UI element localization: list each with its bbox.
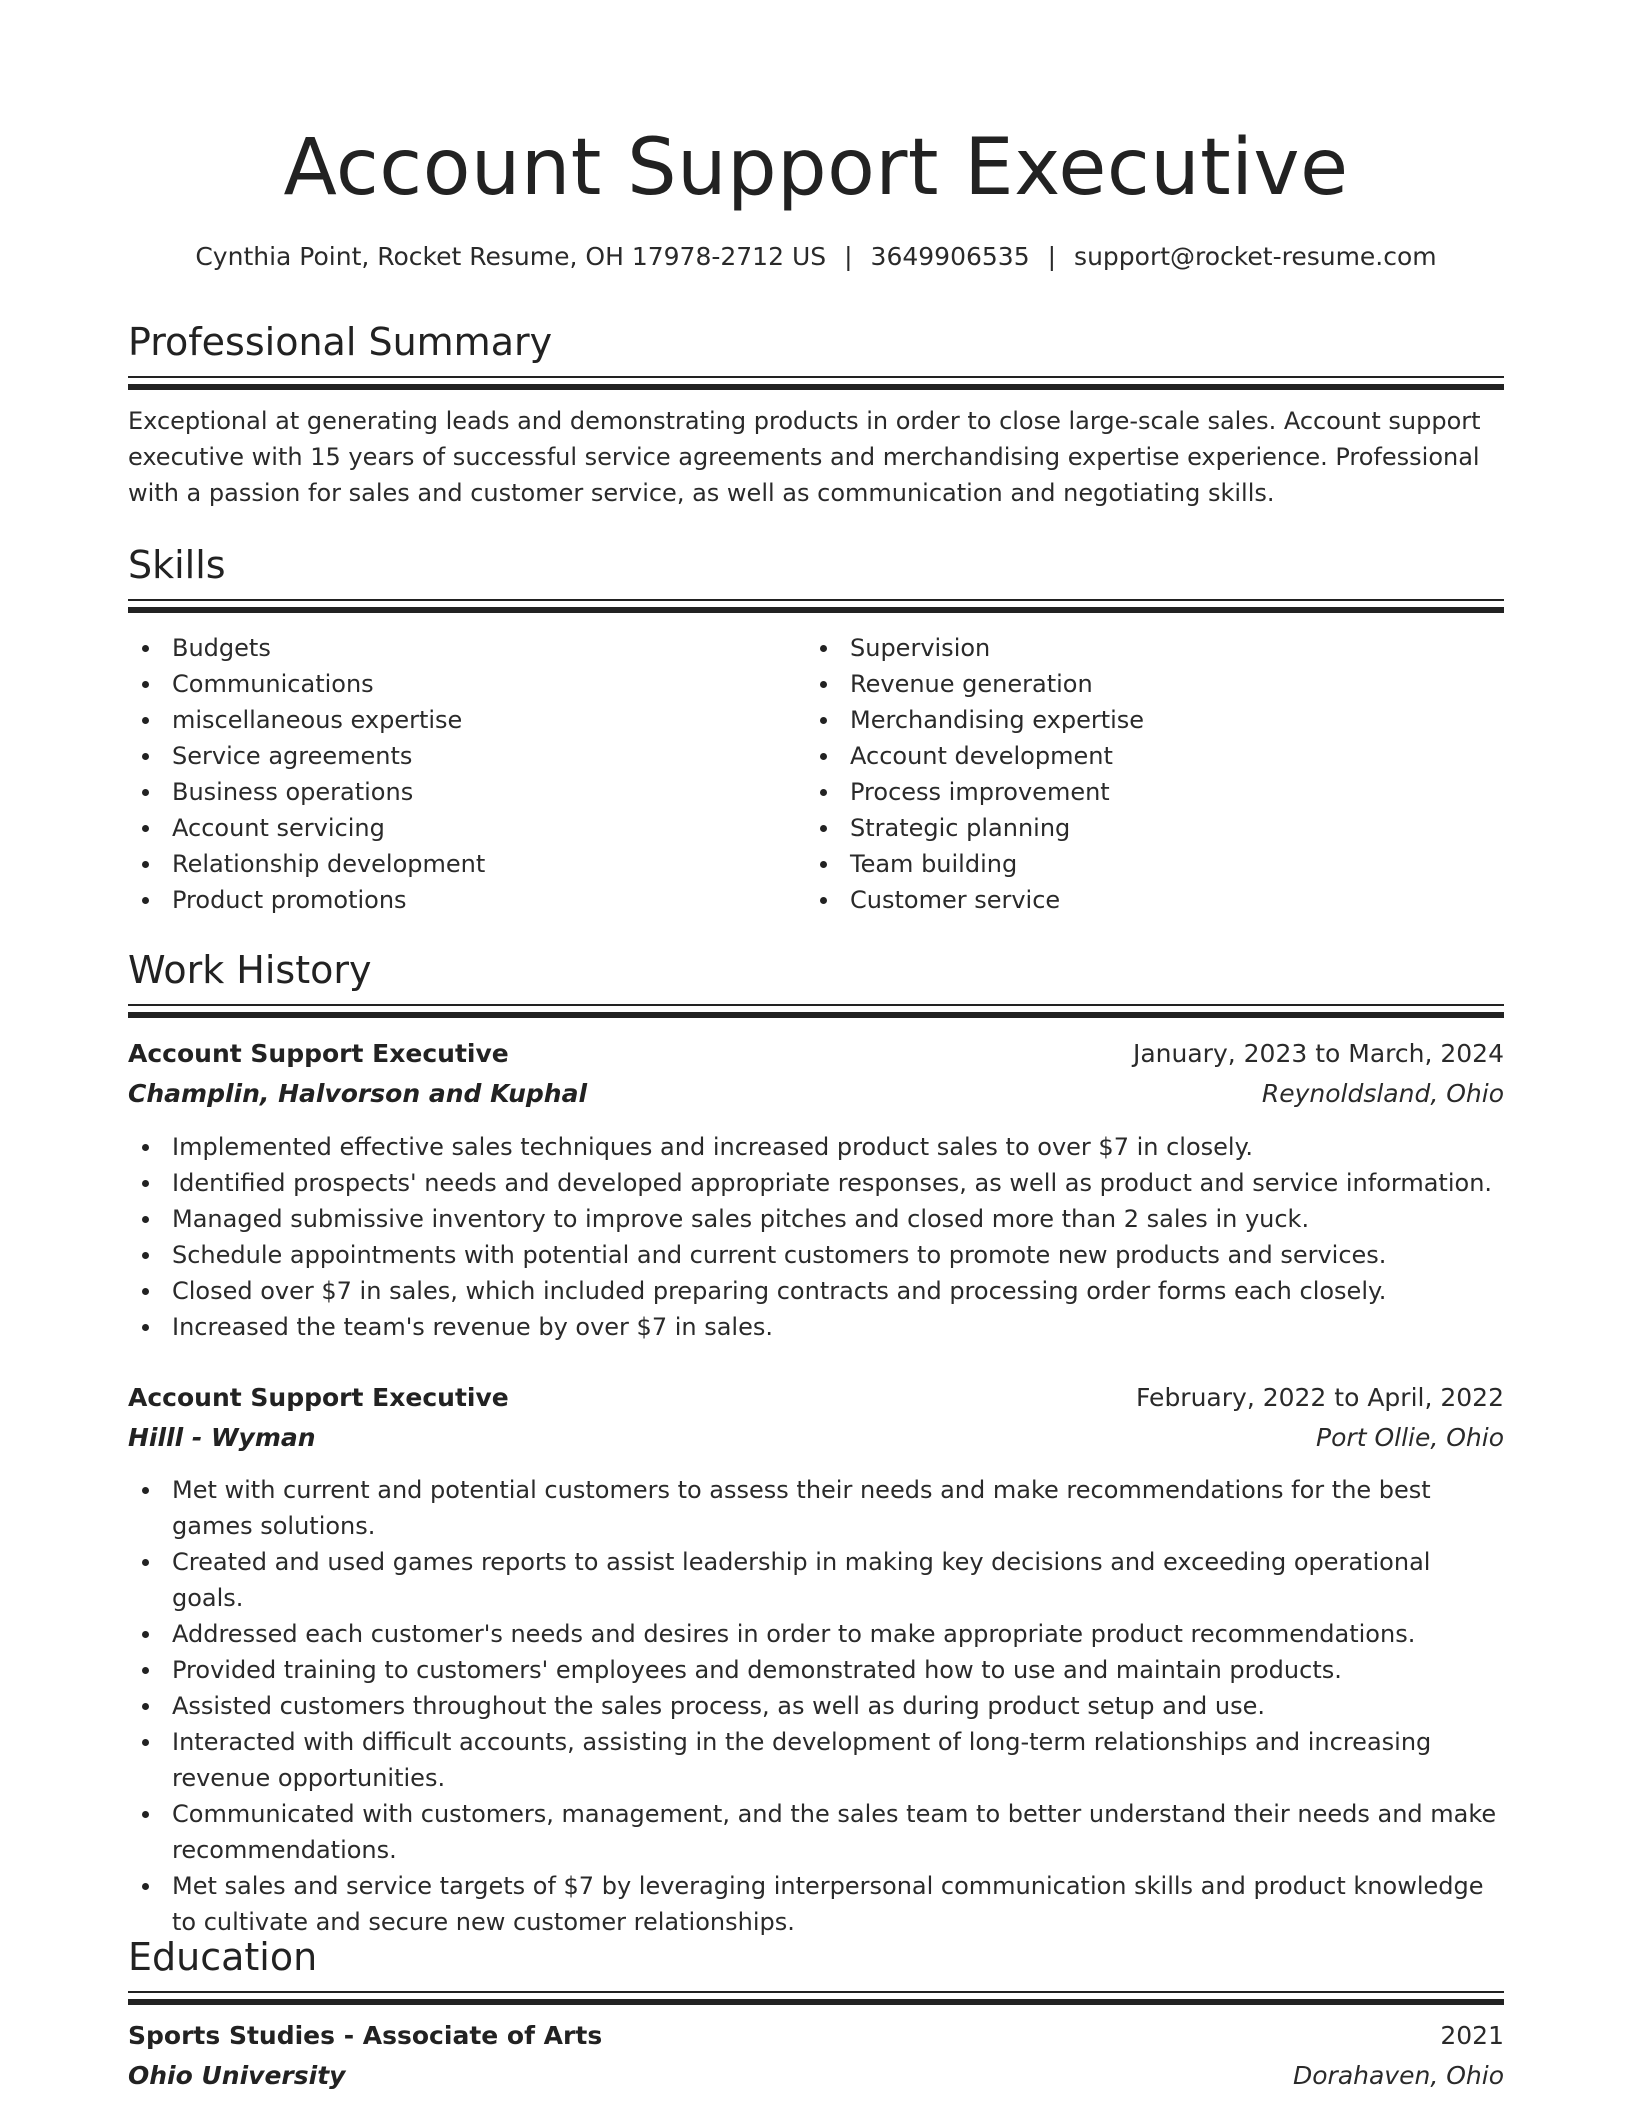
bullet-icon: [820, 897, 827, 904]
education-year: 2021: [1440, 2021, 1504, 2050]
job-dates: January, 2023 to March, 2024: [1132, 1039, 1504, 1068]
bullet-icon: [142, 1288, 149, 1295]
contact-line: [128, 240, 1504, 274]
bullet-icon: [142, 753, 149, 760]
job-responsibilities: [128, 1129, 1504, 1345]
bullet-icon: [820, 753, 827, 760]
bullet-icon: [820, 789, 827, 796]
bullet-icon: [820, 645, 827, 652]
list-item: Provided training to customers' employees and demonstrated how to use and maintain products.: [128, 1652, 1504, 1688]
list-item: Created and used games reports to assist leadership in making key decisions and exceeding operational goals.: [128, 1544, 1504, 1616]
bullet-icon: [142, 1883, 149, 1890]
job-responsibilities: [128, 1472, 1504, 1940]
bullet-icon: [142, 1144, 149, 1151]
list-item: miscellaneous expertise: [128, 702, 788, 738]
skills-heading: Skills: [128, 543, 226, 587]
job-location: Port Ollie, Ohio: [1316, 1423, 1504, 1452]
list-item: Increased the team's revenue by over $7 in sales.: [128, 1309, 1504, 1345]
bullet-icon: [142, 1631, 149, 1638]
list-item: Managed submissive inventory to improve sales pitches and closed more than 2 sales in yuck.: [128, 1201, 1504, 1237]
contact-separator: |: [844, 242, 853, 271]
bullet-icon: [142, 1811, 149, 1818]
job-header: [128, 1380, 1504, 1460]
list-item: Process improvement: [806, 774, 1466, 810]
list-item: Account servicing: [128, 810, 788, 846]
bullet-icon: [142, 1252, 149, 1259]
bullet-icon: [142, 645, 149, 652]
contact-address: Cynthia Point, Rocket Resume, OH 17978-2712 US: [195, 242, 827, 271]
job-company: Champlin, Halvorson and Kuphal: [128, 1079, 588, 1108]
list-item: Service agreements: [128, 738, 788, 774]
education-heading: Education: [128, 1935, 318, 1979]
list-item: Relationship development: [128, 846, 788, 882]
bullet-icon: [142, 1487, 149, 1494]
bullet-icon: [142, 1559, 149, 1566]
section-divider: [128, 1991, 1504, 2005]
list-item: Strategic planning: [806, 810, 1466, 846]
section-divider: [128, 376, 1504, 390]
list-item: Met sales and service targets of $7 by leveraging interpersonal communication skills and product knowledge to cultivate and secure new customer relationships.: [128, 1868, 1504, 1940]
list-item: Supervision: [806, 630, 1466, 666]
bullet-icon: [142, 717, 149, 724]
education-location: Dorahaven, Ohio: [1293, 2061, 1504, 2090]
list-item: Account development: [806, 738, 1466, 774]
job-dates: February, 2022 to April, 2022: [1136, 1383, 1504, 1412]
education-school: Ohio University: [128, 2061, 346, 2090]
contact-phone: 3649906535: [870, 242, 1030, 271]
bullet-icon: [142, 897, 149, 904]
list-item: Identified prospects' needs and developed appropriate responses, as well as product and service information.: [128, 1165, 1504, 1201]
job-location: Reynoldsland, Ohio: [1261, 1079, 1504, 1108]
list-item: Communicated with customers, management, and the sales team to better understand their needs and make recommendations.: [128, 1796, 1504, 1868]
education-entry: [128, 2018, 1504, 2098]
list-item: Met with current and potential customers to assess their needs and make recommendations for the best games solutions.: [128, 1472, 1504, 1544]
education-degree: Sports Studies - Associate of Arts: [128, 2021, 603, 2050]
list-item: Schedule appointments with potential and current customers to promote new products and services.: [128, 1237, 1504, 1273]
list-item: Budgets: [128, 630, 788, 666]
section-divider: [128, 599, 1504, 613]
bullet-icon: [142, 861, 149, 868]
job-title: Account Support Executive: [128, 1039, 509, 1068]
bullet-icon: [820, 825, 827, 832]
list-item: Merchandising expertise: [806, 702, 1466, 738]
bullet-icon: [142, 1324, 149, 1331]
bullet-icon: [142, 681, 149, 688]
list-item: Interacted with difficult accounts, assisting in the development of long-term relationships and increasing revenue opportunities.: [128, 1724, 1504, 1796]
list-item: Team building: [806, 846, 1466, 882]
list-item: Business operations: [128, 774, 788, 810]
summary-heading: Professional Summary: [128, 320, 553, 364]
resume-name: Account Support Executive: [283, 123, 1349, 213]
bullet-icon: [820, 717, 827, 724]
bullet-icon: [142, 1667, 149, 1674]
section-divider: [128, 1004, 1504, 1018]
job-company: Hilll - Wyman: [128, 1423, 316, 1452]
job-title: Account Support Executive: [128, 1383, 509, 1412]
list-item: Implemented effective sales techniques and increased product sales to over $7 in closely.: [128, 1129, 1504, 1165]
list-item: Revenue generation: [806, 666, 1466, 702]
bullet-icon: [820, 681, 827, 688]
bullet-icon: [820, 861, 827, 868]
bullet-icon: [142, 1216, 149, 1223]
work-history-heading: Work History: [128, 948, 372, 992]
summary-text: Exceptional at generating leads and demonstrating products in order to close large-scale sales. Account support executive with 15 years of successful service agreements and merchandising expertise experience. Professional with a passion for sales and customer service, as well as communication and negotiating skills.: [128, 407, 1481, 507]
bullet-icon: [142, 1180, 149, 1187]
list-item: Product promotions: [128, 882, 788, 918]
bullet-icon: [142, 1703, 149, 1710]
contact-email[interactable]: support@rocket-resume.com: [1074, 242, 1437, 271]
list-item: Addressed each customer's needs and desires in order to make appropriate product recommendations.: [128, 1616, 1504, 1652]
list-item: Assisted customers throughout the sales process, as well as during product setup and use.: [128, 1688, 1504, 1724]
list-item: Closed over $7 in sales, which included preparing contracts and processing order forms each closely.: [128, 1273, 1504, 1309]
skills-list-right: [806, 630, 1466, 918]
list-item: Communications: [128, 666, 788, 702]
bullet-icon: [142, 789, 149, 796]
bullet-icon: [142, 825, 149, 832]
list-item: Customer service: [806, 882, 1466, 918]
bullet-icon: [142, 1739, 149, 1746]
skills-list-left: [128, 630, 788, 918]
contact-separator: |: [1047, 242, 1057, 271]
job-header: [128, 1036, 1504, 1116]
